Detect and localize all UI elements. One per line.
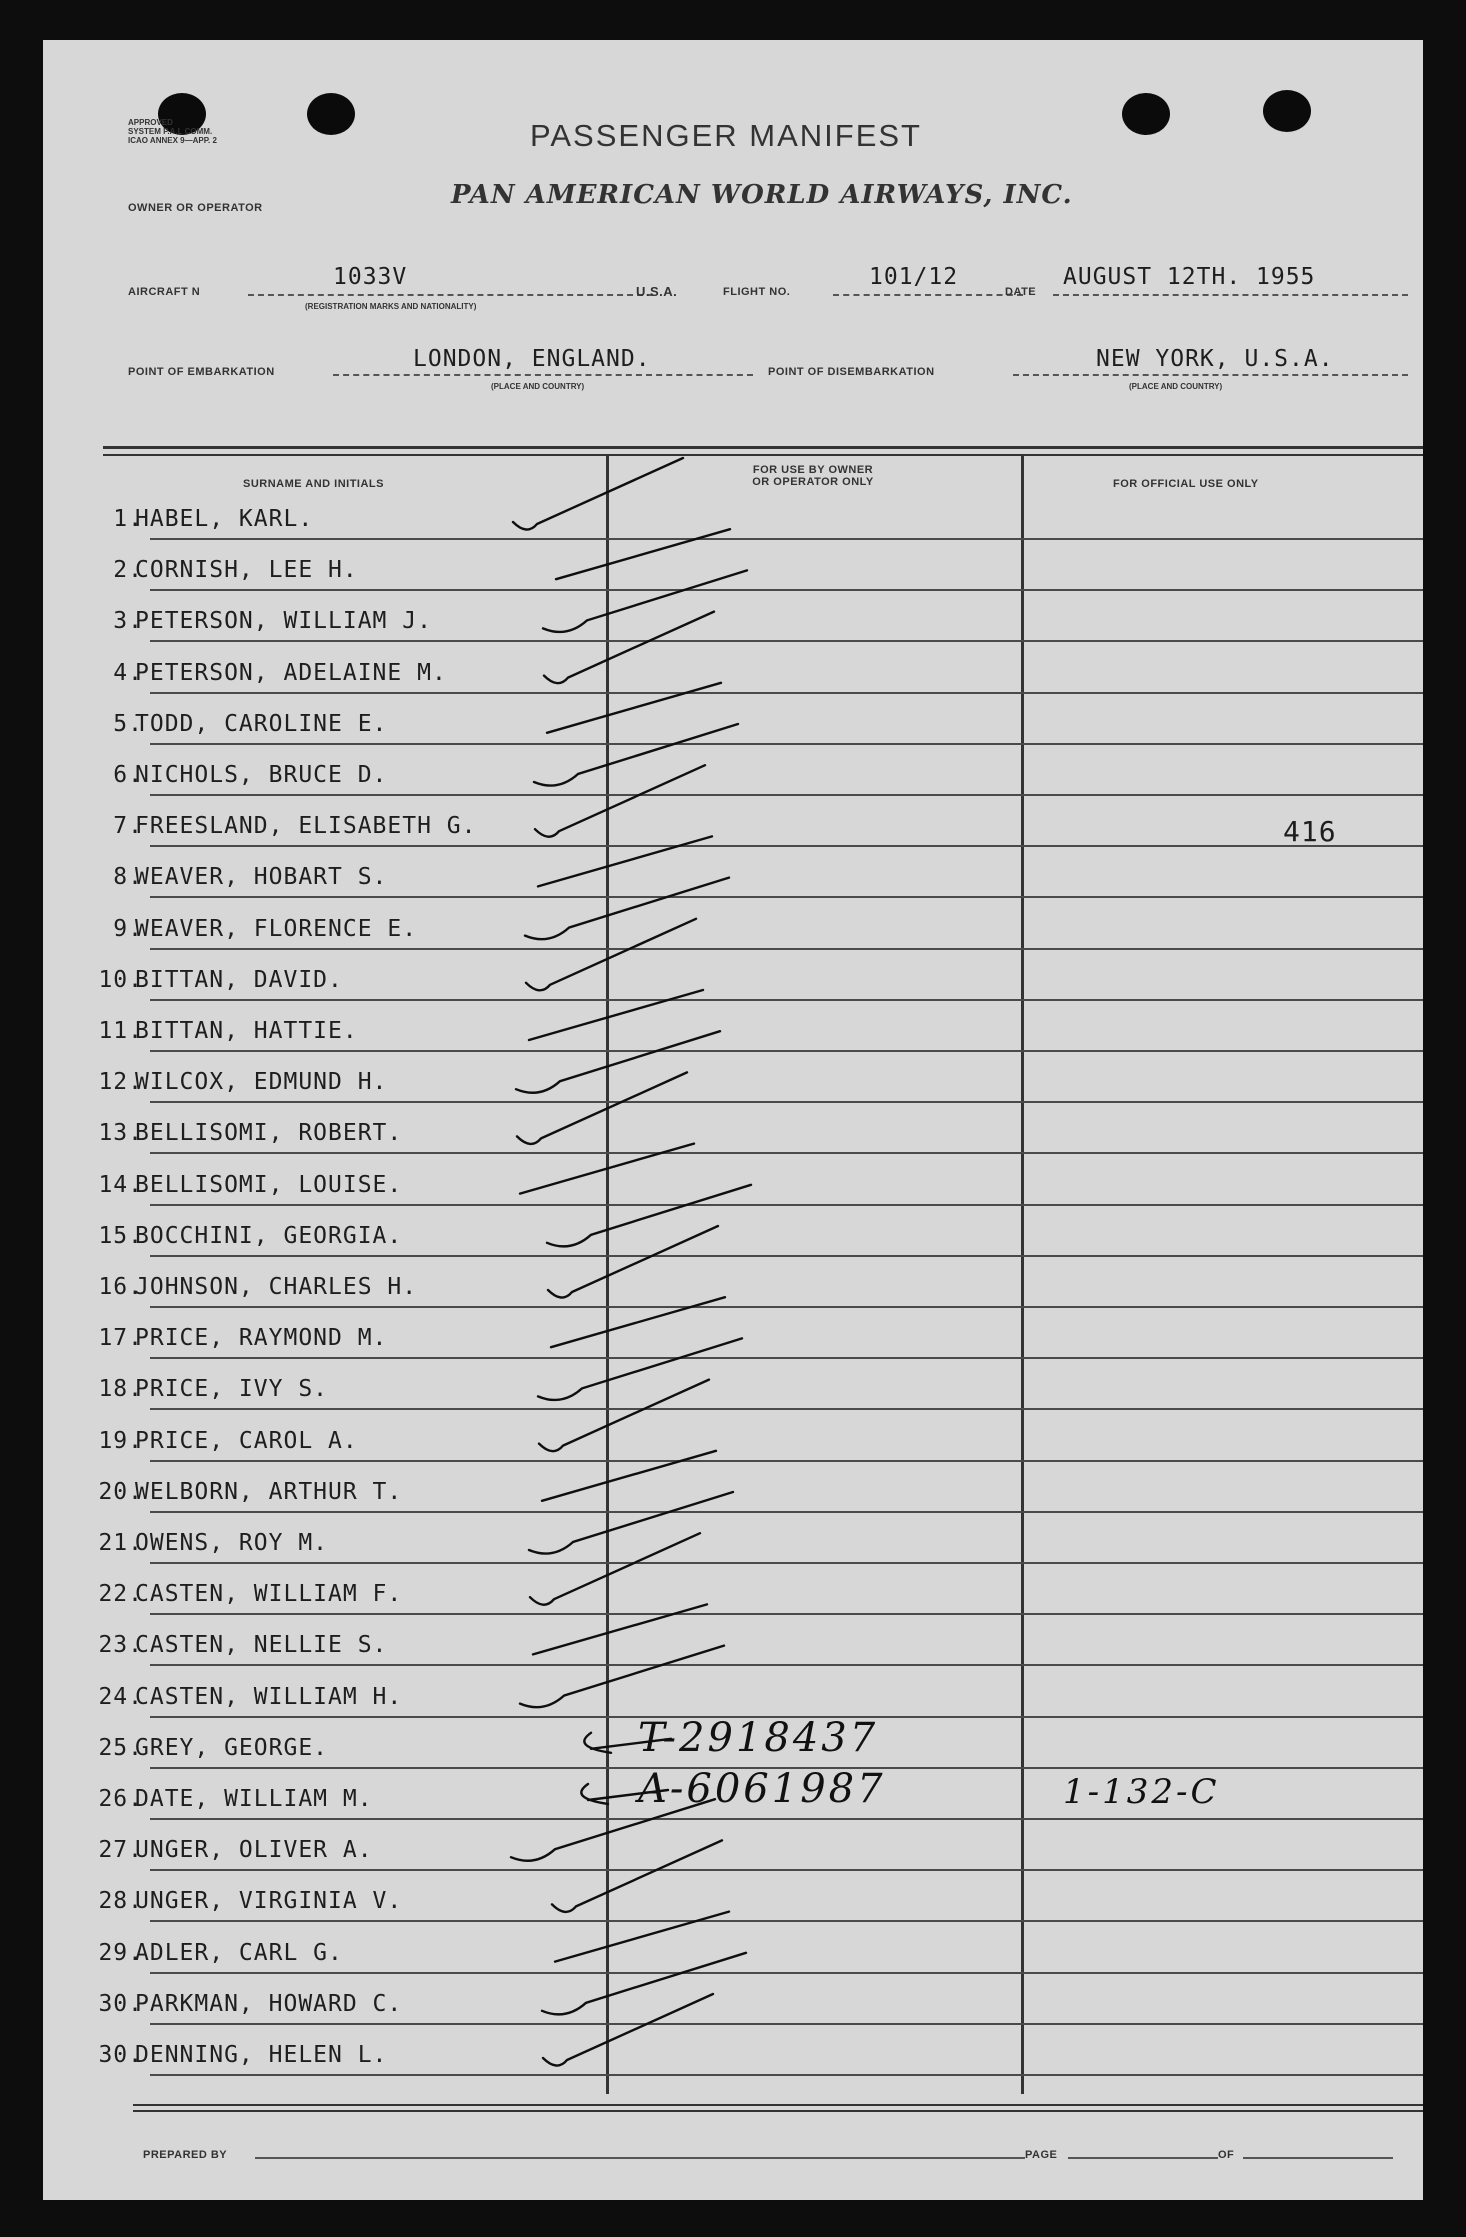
check-mark <box>543 1994 713 2066</box>
check-mark <box>516 1031 720 1093</box>
check-mark <box>539 1380 709 1452</box>
passenger-number: 8. <box>113 864 143 891</box>
passenger-name: NICHOLS, BRUCE D. <box>135 762 388 788</box>
check-mark <box>520 1144 694 1194</box>
date-label: DATE <box>1005 286 1037 298</box>
passenger-number: 6. <box>113 762 143 788</box>
check-mark <box>542 1451 716 1501</box>
passenger-number: 5. <box>113 710 143 737</box>
passenger-name: CASTEN, WILLIAM F. <box>135 1581 403 1608</box>
passenger-number: 21. <box>98 1530 143 1556</box>
embarkation-sublabel: (PLACE AND COUNTRY) <box>491 382 585 391</box>
passenger-name: BELLISOMI, ROBERT. <box>135 1120 403 1147</box>
passenger-number: 19. <box>98 1427 143 1454</box>
passenger-name: FREESLAND, ELISABETH G. <box>135 813 477 840</box>
aircraft-label: AIRCRAFT N <box>128 286 201 298</box>
check-mark <box>529 990 703 1040</box>
passenger-number: 7. <box>113 813 143 840</box>
check-mark <box>538 836 712 886</box>
passenger-number: 14. <box>98 1171 143 1198</box>
passenger-name: UNGER, OLIVER A. <box>135 1837 373 1864</box>
passenger-name: DENNING, HELEN L. <box>135 2042 388 2068</box>
prepared-by-label: PREPARED BY <box>143 2149 228 2161</box>
passenger-number: 2. <box>113 557 143 584</box>
check-mark <box>525 878 729 940</box>
flight-label: FLIGHT NO. <box>723 286 791 298</box>
passenger-number: 29. <box>98 1939 143 1966</box>
check-mark <box>533 1604 707 1654</box>
check-mark <box>542 1953 746 2015</box>
passenger-number: 4. <box>113 659 143 686</box>
passenger-name: OWENS, ROY M. <box>135 1530 329 1556</box>
passenger-name: BELLISOMI, LOUISE. <box>135 1171 403 1198</box>
embarkation-value: LONDON, ENGLAND. <box>413 346 651 372</box>
passenger-name: PETERSON, ADELAINE M. <box>135 659 447 686</box>
check-mark <box>520 1646 724 1708</box>
check-mark <box>529 1492 733 1554</box>
passenger-name: BITTAN, DAVID. <box>135 966 343 993</box>
passenger-number: 10. <box>98 966 143 993</box>
check-mark <box>538 1338 742 1400</box>
check-mark <box>548 1226 718 1298</box>
passenger-number: 3. <box>113 608 143 635</box>
date-value: AUGUST 12TH. 1955 <box>1063 264 1316 290</box>
passenger-number: 30. <box>98 1990 143 2017</box>
passenger-name: UNGER, VIRGINIA V. <box>135 1888 403 1915</box>
operator-name: PAN AMERICAN WORLD AIRWAYS, INC. <box>451 180 1073 210</box>
form-reference: APPROVED SYSTEM P.A.L COMM. ICAO ANNEX 9—APP. 2 <box>128 118 217 145</box>
passenger-name: WILCOX, EDMUND H. <box>135 1069 388 1096</box>
passenger-name: CORNISH, LEE H. <box>135 557 358 584</box>
passenger-name: PRICE, RAYMOND M. <box>135 1325 388 1352</box>
check-mark <box>511 1799 715 1861</box>
check-mark <box>534 724 738 786</box>
passenger-name: PETERSON, WILLIAM J. <box>135 608 432 635</box>
check-mark <box>551 1297 725 1347</box>
passenger-number: 20. <box>98 1478 143 1505</box>
column-header-surname: SURNAME AND INITIALS <box>243 478 384 490</box>
passenger-number: 11. <box>98 1018 143 1044</box>
check-mark <box>535 765 705 837</box>
passenger-name: WEAVER, FLORENCE E. <box>135 915 418 942</box>
embarkation-label: POINT OF EMBARKATION <box>128 366 275 378</box>
owner-annotation: T-2918437 <box>638 1714 879 1761</box>
handwritten-check-marks <box>43 40 1423 2200</box>
page-label: PAGE <box>1025 2149 1058 2161</box>
passenger-name: JOHNSON, CHARLES H. <box>135 1274 418 1300</box>
nationality: U.S.A. <box>636 284 678 299</box>
passenger-name: ADLER, CARL G. <box>135 1939 343 1966</box>
passenger-number: 30. <box>98 2042 143 2068</box>
passenger-name: GREY, GEORGE. <box>135 1734 329 1761</box>
aircraft-value: 1033V <box>333 264 408 290</box>
check-mark <box>544 612 714 684</box>
manifest-page <box>43 40 1423 2200</box>
passenger-number: 23. <box>98 1632 143 1659</box>
passenger-number: 1. <box>113 506 143 532</box>
check-mark <box>517 1072 687 1144</box>
check-mark <box>547 1185 751 1247</box>
operator-label: OWNER OR OPERATOR <box>128 202 263 214</box>
disembarkation-label: POINT OF DISEMBARKATION <box>768 366 935 378</box>
passenger-number: 28. <box>98 1888 143 1915</box>
passenger-name: DATE, WILLIAM M. <box>135 1786 373 1812</box>
passenger-name: PARKMAN, HOWARD C. <box>135 1990 403 2017</box>
flight-value: 101/12 <box>869 264 959 290</box>
check-mark <box>530 1533 700 1605</box>
passenger-number: 13. <box>98 1120 143 1147</box>
passenger-number: 16. <box>98 1274 143 1300</box>
disembarkation-sublabel: (PLACE AND COUNTRY) <box>1129 382 1223 391</box>
official-annotation: 1-132-C <box>1063 1772 1220 1812</box>
passenger-number: 24. <box>98 1683 143 1710</box>
passenger-name: BOCCHINI, GEORGIA. <box>135 1222 403 1249</box>
passenger-number: 25. <box>98 1734 143 1761</box>
passenger-number: 27. <box>98 1837 143 1864</box>
passenger-number: 15. <box>98 1222 143 1249</box>
passenger-name: PRICE, IVY S. <box>135 1376 329 1403</box>
check-mark <box>526 919 696 991</box>
passenger-name: TODD, CAROLINE E. <box>135 710 388 737</box>
passenger-name: BITTAN, HATTIE. <box>135 1018 358 1044</box>
check-mark <box>547 683 721 733</box>
check-mark <box>581 1784 668 1804</box>
check-mark <box>543 570 747 632</box>
passenger-name: CASTEN, NELLIE S. <box>135 1632 388 1659</box>
official-annotation: 416 <box>1283 815 1337 849</box>
passenger-number: 22. <box>98 1581 143 1608</box>
passenger-number: 26. <box>98 1786 143 1812</box>
passenger-name: WELBORN, ARTHUR T. <box>135 1478 403 1505</box>
of-label: OF <box>1218 2149 1235 2161</box>
check-mark <box>556 529 730 579</box>
check-mark <box>552 1840 722 1912</box>
passenger-name: HABEL, KARL. <box>135 506 314 532</box>
passenger-name: CASTEN, WILLIAM H. <box>135 1683 403 1710</box>
column-header-owner: FOR USE BY OWNER OR OPERATOR ONLY <box>752 464 874 488</box>
column-header-official: FOR OFFICIAL USE ONLY <box>1113 478 1259 490</box>
passenger-name: PRICE, CAROL A. <box>135 1427 358 1454</box>
check-mark <box>513 458 683 530</box>
passenger-number: 12. <box>98 1069 143 1096</box>
page-title: PASSENGER MANIFEST <box>530 118 922 153</box>
passenger-number: 18. <box>98 1376 143 1403</box>
passenger-number: 17. <box>98 1325 143 1352</box>
aircraft-sublabel: (REGISTRATION MARKS AND NATIONALITY) <box>305 302 477 311</box>
passenger-number: 9. <box>113 915 143 942</box>
disembarkation-value: NEW YORK, U.S.A. <box>1096 346 1334 372</box>
passenger-name: WEAVER, HOBART S. <box>135 864 388 891</box>
owner-annotation: A-6061987 <box>638 1766 886 1812</box>
check-mark <box>584 1733 671 1753</box>
check-mark <box>555 1912 729 1962</box>
